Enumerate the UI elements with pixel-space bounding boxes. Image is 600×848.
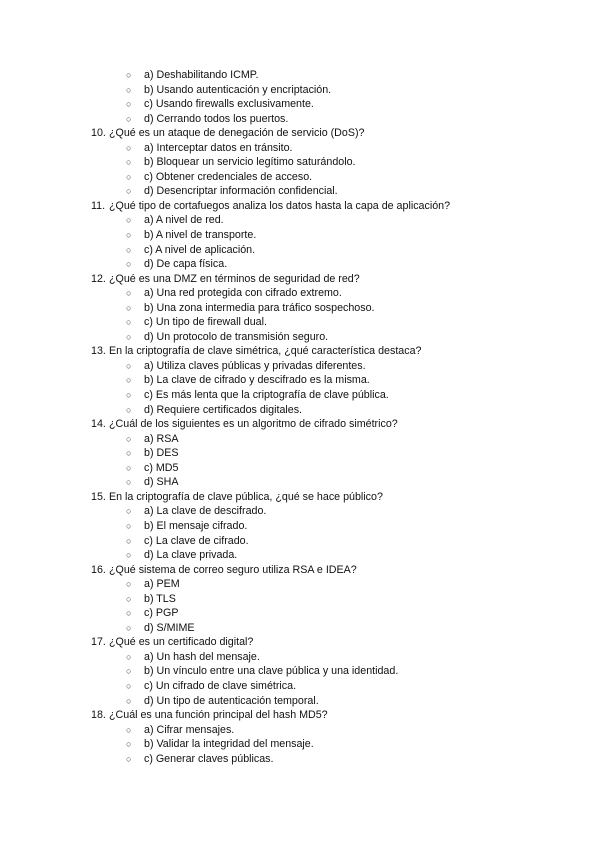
bullet-icon: ○	[126, 448, 132, 459]
bullet-icon: ○	[126, 113, 132, 124]
bullet-icon: ○	[126, 259, 132, 270]
option-item	[0, 606, 600, 621]
option-item	[0, 301, 600, 316]
option-item	[0, 213, 600, 228]
option-item	[0, 184, 600, 199]
option-item	[0, 388, 600, 403]
question-text: En la criptografía de clave simétrica, ¿qué característica destaca?	[109, 345, 422, 358]
option-text: d) SHA	[144, 476, 179, 489]
bullet-icon: ○	[126, 215, 132, 226]
bullet-icon: ○	[126, 724, 132, 735]
bullet-icon: ○	[126, 331, 132, 342]
option-text: d) S/MIME	[144, 621, 195, 634]
option-text: c) Generar claves públicas.	[144, 752, 274, 765]
option-item	[0, 97, 600, 112]
question-item	[0, 126, 600, 141]
option-text: b) Bloquear un servicio legítimo saturándolo.	[144, 156, 356, 169]
question-number: 16.	[91, 563, 106, 576]
option-item	[0, 461, 600, 476]
question-item	[0, 708, 600, 723]
bullet-icon: ○	[126, 579, 132, 590]
bullet-icon: ○	[126, 157, 132, 168]
option-text: b) DES	[144, 447, 179, 460]
option-text: a) PEM	[144, 578, 180, 591]
option-text: c) Un tipo de firewall dual.	[144, 316, 267, 329]
question-item	[0, 199, 600, 214]
option-item	[0, 723, 600, 738]
question-text: ¿Qué es un certificado digital?	[109, 636, 254, 649]
option-text: b) A nivel de transporte.	[144, 229, 257, 242]
lead-options-list	[0, 68, 600, 126]
question-text: ¿Cuál de los siguientes es un algoritmo de cifrado simétrico?	[109, 418, 398, 431]
question-text: ¿Qué tipo de cortafuegos analiza los datos hasta la capa de aplicación?	[109, 199, 451, 212]
option-item	[0, 519, 600, 534]
bullet-icon: ○	[126, 608, 132, 619]
bullet-icon: ○	[126, 99, 132, 110]
question-list	[0, 126, 600, 766]
bullet-icon: ○	[126, 520, 132, 531]
option-text: d) Un protocolo de transmisión seguro.	[144, 330, 329, 343]
option-text: c) La clave de cifrado.	[144, 534, 249, 547]
bullet-icon: ○	[126, 302, 132, 313]
option-text: c) A nivel de aplicación.	[144, 243, 256, 256]
option-item	[0, 155, 600, 170]
bullet-icon: ○	[126, 84, 132, 95]
option-item	[0, 577, 600, 592]
option-item	[0, 228, 600, 243]
option-text: b) El mensaje cifrado.	[144, 519, 248, 532]
option-item	[0, 170, 600, 185]
bullet-icon: ○	[126, 230, 132, 241]
option-text: a) RSA	[144, 432, 179, 445]
option-item	[0, 694, 600, 709]
question-item	[0, 490, 600, 505]
option-text: a) Deshabilitando ICMP.	[144, 69, 259, 81]
bullet-icon: ○	[126, 171, 132, 182]
option-item	[0, 315, 600, 330]
option-item	[0, 737, 600, 752]
bullet-icon: ○	[126, 244, 132, 255]
option-item	[0, 592, 600, 607]
bullet-icon: ○	[126, 433, 132, 444]
bullet-icon: ○	[126, 680, 132, 691]
option-text: d) La clave privada.	[144, 549, 238, 562]
question-number: 15.	[91, 490, 106, 503]
bullet-icon: ○	[126, 506, 132, 517]
bullet-icon: ○	[126, 651, 132, 662]
option-text: c) Usando firewalls exclusivamente.	[144, 98, 314, 111]
option-text: a) A nivel de red.	[144, 214, 224, 227]
option-item	[0, 752, 600, 767]
option-text: d) Cerrando todos los puertos.	[144, 112, 289, 125]
option-text: a) Interceptar datos en tránsito.	[144, 141, 293, 154]
bullet-icon: ○	[126, 462, 132, 473]
option-item	[0, 679, 600, 694]
option-item	[0, 650, 600, 665]
document-page	[0, 68, 600, 766]
bullet-icon: ○	[126, 753, 132, 764]
option-item	[0, 68, 600, 83]
option-text: c) Es más lenta que la criptografía de clave pública.	[144, 389, 389, 402]
option-item	[0, 534, 600, 549]
option-text: c) PGP	[144, 607, 179, 620]
option-item	[0, 403, 600, 418]
option-text: c) Obtener credenciales de acceso.	[144, 170, 313, 183]
bullet-icon: ○	[126, 404, 132, 415]
question-number: 17.	[91, 636, 106, 649]
option-text: d) Desencriptar información confidencial.	[144, 185, 338, 198]
option-text: c) MD5	[144, 461, 179, 474]
option-text: a) Cifrar mensajes.	[144, 723, 235, 736]
bullet-icon: ○	[126, 739, 132, 750]
option-item	[0, 286, 600, 301]
option-text: b) La clave de cifrado y descifrado es la misma.	[144, 374, 370, 387]
option-item	[0, 330, 600, 345]
bullet-icon: ○	[126, 288, 132, 299]
option-item	[0, 243, 600, 258]
option-text: b) Una zona intermedia para tráfico sospechoso.	[144, 301, 375, 314]
bullet-icon: ○	[126, 622, 132, 633]
option-text: a) Una red protegida con cifrado extremo.	[144, 287, 342, 300]
option-item	[0, 83, 600, 98]
question-item	[0, 563, 600, 578]
option-text: b) TLS	[144, 592, 176, 605]
option-text: a) La clave de descifrado.	[144, 505, 267, 518]
bullet-icon: ○	[126, 593, 132, 604]
bullet-icon: ○	[126, 360, 132, 371]
question-item	[0, 272, 600, 287]
question-text: En la criptografía de clave pública, ¿qué se hace público?	[109, 490, 383, 503]
option-text: b) Validar la integridad del mensaje.	[144, 738, 314, 751]
option-text: d) Requiere certificados digitales.	[144, 403, 303, 416]
bullet-icon: ○	[126, 695, 132, 706]
option-text: d) Un tipo de autenticación temporal.	[144, 694, 319, 707]
question-text: ¿Qué es un ataque de denegación de servicio (DoS)?	[109, 127, 365, 140]
option-item	[0, 112, 600, 127]
question-item	[0, 417, 600, 432]
question-text: ¿Qué es una DMZ en términos de seguridad de red?	[109, 272, 360, 285]
bullet-icon: ○	[126, 70, 132, 80]
option-text: b) Usando autenticación y encriptación.	[144, 83, 332, 96]
option-text: b) Un vínculo entre una clave pública y una identidad.	[144, 665, 399, 678]
question-number: 10.	[91, 127, 106, 140]
option-text: d) De capa física.	[144, 258, 228, 271]
option-text: a) Un hash del mensaje.	[144, 650, 260, 663]
question-item	[0, 344, 600, 359]
bullet-icon: ○	[126, 550, 132, 561]
option-item	[0, 548, 600, 563]
bullet-icon: ○	[126, 390, 132, 401]
option-item	[0, 373, 600, 388]
option-item	[0, 475, 600, 490]
bullet-icon: ○	[126, 375, 132, 386]
option-item	[0, 141, 600, 156]
option-item	[0, 504, 600, 519]
question-item	[0, 635, 600, 650]
option-item	[0, 664, 600, 679]
question-number: 14.	[91, 418, 106, 431]
question-number: 13.	[91, 345, 106, 358]
option-item	[0, 432, 600, 447]
question-text: ¿Qué sistema de correo seguro utiliza RSA e IDEA?	[109, 563, 357, 576]
bullet-icon: ○	[126, 186, 132, 197]
question-number: 12.	[91, 272, 106, 285]
option-text: a) Utiliza claves públicas y privadas diferentes.	[144, 359, 366, 372]
question-text: ¿Cuál es una función principal del hash MD5?	[109, 709, 328, 722]
bullet-icon: ○	[126, 666, 132, 677]
bullet-icon: ○	[126, 317, 132, 328]
bullet-icon: ○	[126, 142, 132, 153]
bullet-icon: ○	[126, 535, 132, 546]
option-item	[0, 446, 600, 461]
question-number: 18.	[91, 709, 106, 722]
question-number: 11.	[91, 199, 106, 212]
option-item	[0, 621, 600, 636]
bullet-icon: ○	[126, 477, 132, 488]
option-item	[0, 359, 600, 374]
option-item	[0, 257, 600, 272]
option-text: c) Un cifrado de clave simétrica.	[144, 679, 297, 692]
